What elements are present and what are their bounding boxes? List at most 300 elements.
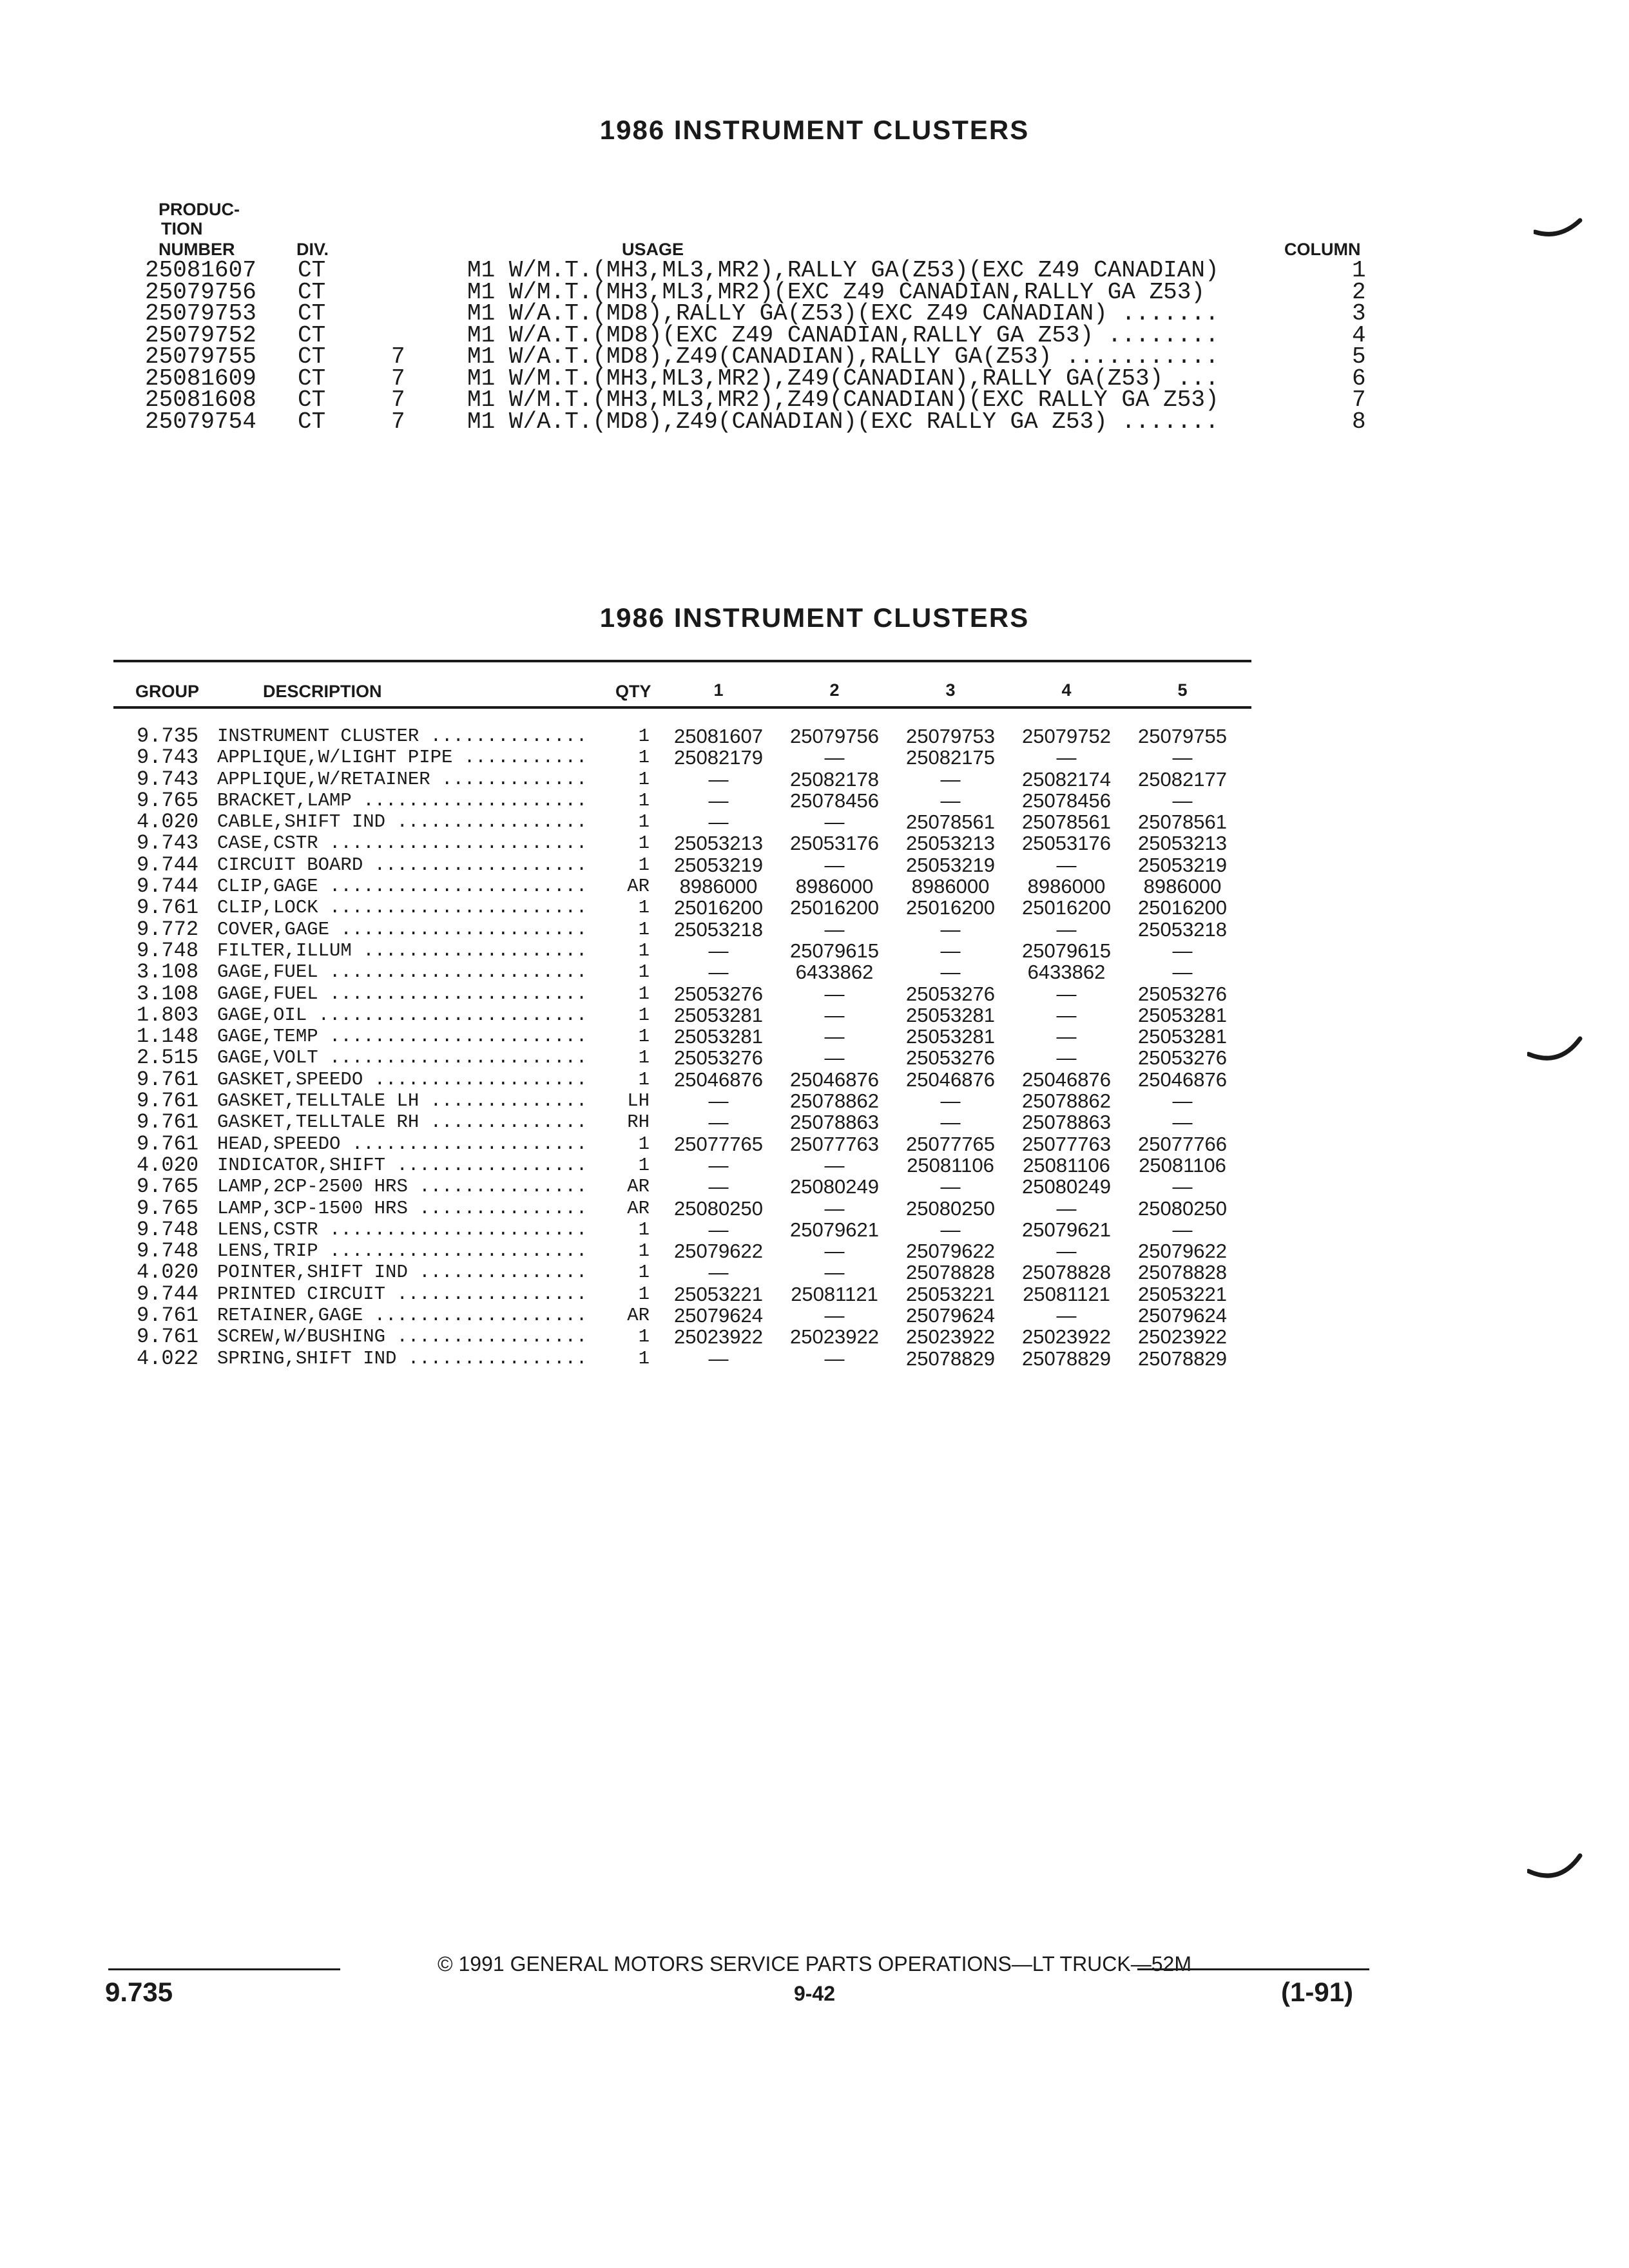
description: GAGE,VOLT ....................... [217, 1047, 588, 1069]
code: 7 [391, 365, 405, 392]
column-4-part: — [1056, 853, 1077, 876]
quantity: 1 [638, 1326, 650, 1348]
column-2-part: 25016200 [790, 896, 879, 919]
code: 7 [391, 387, 405, 413]
column-5-part: 25053213 [1138, 832, 1227, 855]
division: CT [298, 257, 326, 284]
quantity: 1 [638, 961, 650, 983]
column-1-part: 25053213 [674, 832, 763, 855]
column-3-part: 25080250 [906, 1196, 995, 1220]
usage-header: USAGE [622, 240, 684, 259]
quantity: AR [627, 876, 650, 898]
description: SPRING,SHIFT IND ................ [217, 1347, 588, 1369]
column-5-part: — [1172, 1218, 1193, 1241]
column-3-part: — [940, 1175, 961, 1198]
column-number: 7 [1352, 387, 1366, 413]
column-1-part: 25079622 [674, 1240, 763, 1263]
column-2-part: — [824, 1025, 845, 1048]
usage-row [0, 343, 1629, 370]
column-5-part: 25053276 [1138, 1046, 1227, 1070]
production-header-line2: TION [161, 219, 203, 238]
table-row [0, 940, 1629, 961]
column-3-part: 25078561 [906, 811, 995, 834]
group-number: 9.761 [137, 1325, 199, 1349]
usage-text: M1 W/A.T.(MD8),RALLY GA(Z53)(EXC Z49 CANADIAN) ....... [467, 300, 1219, 327]
quantity: RH [627, 1111, 650, 1133]
usage-text: M1 W/M.T.(MH3,ML3,MR2),Z49(CANADIAN)(EXC RALLY GA Z53) [467, 387, 1219, 413]
group-number: 9.743 [137, 767, 199, 791]
column-2-part: 25053176 [790, 832, 879, 855]
group-number: 9.744 [137, 852, 199, 877]
column-2-part: 25079621 [790, 1218, 879, 1241]
column-3-part: — [940, 961, 961, 984]
usage-row [0, 365, 1629, 392]
quantity: 1 [638, 1047, 650, 1069]
table-row [0, 1176, 1629, 1197]
column-5-part: 25078829 [1138, 1347, 1227, 1370]
col2-header: 2 [829, 680, 840, 700]
column-1-part: — [708, 961, 729, 984]
table-row [0, 1047, 1629, 1068]
column-2-part: — [824, 1261, 845, 1284]
column-3-part: — [940, 1090, 961, 1113]
date-code: (1-91) [1281, 1977, 1354, 2007]
part-number: 25081607 [145, 257, 256, 284]
usage-row [0, 300, 1629, 327]
column-5-part: 25080250 [1138, 1196, 1227, 1220]
column-header: COLUMN [1284, 240, 1361, 259]
div-header: DIV. [296, 240, 329, 259]
quantity: 1 [638, 939, 650, 961]
column-4-part: 25079621 [1022, 1218, 1111, 1241]
column-3-part: 25078829 [906, 1347, 995, 1370]
group-number: 9.761 [137, 1110, 199, 1135]
column-2-part: — [824, 1304, 845, 1327]
column-3-part: 25053276 [906, 982, 995, 1005]
column-5-part: — [1172, 939, 1193, 962]
quantity: AR [627, 1197, 650, 1219]
column-2-part: — [824, 1003, 845, 1026]
group-number: 9.772 [137, 917, 199, 941]
production-header-line1: PRODUC- [159, 200, 240, 219]
binder-hole-mark-top [1534, 206, 1585, 245]
table-row [0, 832, 1629, 854]
column-2-part: — [824, 1240, 845, 1263]
description: CASE,CSTR ....................... [217, 832, 588, 854]
column-4-part: — [1056, 1240, 1077, 1263]
column-4-part: 25053176 [1022, 832, 1111, 855]
quantity: AR [627, 1176, 650, 1198]
group-header: GROUP [135, 682, 200, 701]
group-number: 9.743 [137, 745, 199, 770]
column-1-part: 25053276 [674, 982, 763, 1005]
column-4-part: 25081121 [1023, 1282, 1110, 1305]
column-1-part: 25016200 [674, 896, 763, 919]
group-number: 3.108 [137, 981, 199, 1006]
usage-text: M1 W/A.T.(MD8),Z49(CANADIAN)(EXC RALLY GA Z53) ....... [467, 408, 1219, 435]
quantity: 1 [638, 832, 650, 854]
table-row [0, 1283, 1629, 1305]
table-top-rule [113, 660, 1251, 662]
column-4-part: 25079615 [1022, 939, 1111, 962]
group-number: 9.765 [137, 1196, 199, 1220]
column-5-part: 25016200 [1138, 896, 1227, 919]
quantity: 1 [638, 918, 650, 940]
table-row [0, 1348, 1629, 1369]
usage-text: M1 W/M.T.(MH3,ML3,MR2),Z49(CANADIAN),RALLY GA(Z53) ... [467, 365, 1219, 392]
column-4-part: 6433862 [1027, 961, 1106, 984]
table-row [0, 919, 1629, 940]
production-header-line3: NUMBER [159, 240, 235, 259]
group-number: 9.744 [137, 874, 199, 899]
quantity: 1 [638, 768, 650, 790]
column-4-part: — [1056, 746, 1077, 769]
column-5-part: 25053219 [1138, 853, 1227, 876]
column-4-part: — [1056, 982, 1077, 1005]
description: SCREW,W/BUSHING ................. [217, 1326, 588, 1348]
quantity: 1 [638, 1026, 650, 1048]
column-4-part: 25016200 [1022, 896, 1111, 919]
description-header: DESCRIPTION [263, 682, 382, 701]
table-row [0, 1155, 1629, 1176]
description: GASKET,TELLTALE RH .............. [217, 1111, 588, 1133]
column-1-part: 25046876 [674, 1068, 763, 1091]
column-2-part: 25023922 [790, 1325, 879, 1349]
description: INDICATOR,SHIFT ................. [217, 1154, 588, 1176]
column-2-part: — [824, 1153, 845, 1177]
division: CT [298, 300, 326, 327]
column-4-part: — [1056, 918, 1077, 941]
column-5-part: 25053221 [1138, 1282, 1227, 1305]
column-5-part: 25023922 [1138, 1325, 1227, 1349]
column-3-part: 25053219 [906, 853, 995, 876]
quantity: 1 [638, 726, 650, 747]
column-2-part: 25079615 [790, 939, 879, 962]
division: CT [298, 343, 326, 370]
column-1-part: — [708, 939, 729, 962]
column-number: 4 [1352, 322, 1366, 349]
usage-table [0, 257, 1629, 435]
group-number: 4.020 [137, 810, 199, 834]
table-row [0, 983, 1629, 1004]
column-5-part: 8986000 [1143, 875, 1222, 898]
part-number: 25079756 [145, 278, 256, 305]
column-3-part: — [940, 1218, 961, 1241]
column-4-part: 25078829 [1022, 1347, 1111, 1370]
quantity: 1 [638, 1347, 650, 1369]
description: PRINTED CIRCUIT ................. [217, 1283, 588, 1305]
quantity: 1 [638, 1004, 650, 1026]
column-3-part: 25016200 [906, 896, 995, 919]
description: LAMP,2CP-2500 HRS ............... [217, 1176, 588, 1198]
column-3-part: — [940, 789, 961, 812]
quantity: 1 [638, 983, 650, 1004]
group-number: 4.022 [137, 1346, 199, 1370]
column-1-part: 25023922 [674, 1325, 763, 1349]
usage-row [0, 278, 1629, 305]
table-row [0, 1111, 1629, 1133]
column-5-part: 25078828 [1138, 1261, 1227, 1284]
column-3-part: 25082175 [906, 746, 995, 769]
column-1-part: 25053276 [674, 1046, 763, 1070]
usage-row [0, 322, 1629, 349]
page-number: 9-42 [793, 1982, 836, 2005]
column-5-part: 25053276 [1138, 982, 1227, 1005]
group-number: 9.748 [137, 938, 199, 963]
group-number: 9.761 [137, 1089, 199, 1113]
quantity: 1 [638, 897, 650, 919]
column-number: 3 [1352, 300, 1366, 327]
group-number: 9.748 [137, 1239, 199, 1264]
description: GAGE,FUEL ....................... [217, 961, 588, 983]
copyright-line: © 1991 GENERAL MOTORS SERVICE PARTS OPERATIONS—LT TRUCK—52M [438, 1952, 1191, 1975]
column-1-part: 25082179 [674, 746, 763, 769]
division: CT [298, 365, 326, 392]
description: CLIP,GAGE ....................... [217, 876, 588, 898]
column-2-part: 25078456 [790, 789, 879, 812]
description: GAGE,FUEL ....................... [217, 983, 588, 1004]
column-4-part: 25077763 [1022, 1132, 1111, 1155]
binder-hole-mark-middle [1527, 1031, 1585, 1076]
quantity: 1 [638, 789, 650, 811]
quantity: LH [627, 1090, 650, 1112]
column-2-part: — [824, 811, 845, 834]
description: LAMP,3CP-1500 HRS ............... [217, 1197, 588, 1219]
quantity: 1 [638, 1283, 650, 1305]
column-1-part: 25053218 [674, 918, 763, 941]
column-4-part: 25080249 [1022, 1175, 1111, 1198]
column-2-part: 6433862 [795, 961, 874, 984]
column-2-part: 25082178 [790, 767, 879, 791]
division: CT [298, 408, 326, 435]
column-2-part: 25079756 [790, 725, 879, 747]
usage-text: M1 W/M.T.(MH3,ML3,MR2)(EXC Z49 CANADIAN,RALLY GA Z53) [467, 278, 1205, 305]
column-5-part: — [1172, 1090, 1193, 1113]
binder-hole-mark-bottom [1527, 1849, 1585, 1894]
column-5-part: 25082177 [1138, 767, 1227, 791]
description: GAGE,OIL ........................ [217, 1004, 588, 1026]
column-3-part: — [940, 1111, 961, 1134]
column-2-part: — [824, 982, 845, 1005]
col5-header: 5 [1177, 680, 1188, 700]
column-4-part: — [1056, 1046, 1077, 1070]
column-1-part: 25053219 [674, 853, 763, 876]
column-1-part: — [708, 789, 729, 812]
column-number: 6 [1352, 365, 1366, 392]
group-number: 2.515 [137, 1046, 199, 1070]
part-number: 25081608 [145, 387, 256, 413]
description: CIRCUIT BOARD ................... [217, 854, 588, 876]
column-2-part: — [824, 746, 845, 769]
column-2-part: — [824, 918, 845, 941]
column-number: 2 [1352, 278, 1366, 305]
description: CLIP,LOCK ....................... [217, 897, 588, 919]
usage-row [0, 408, 1629, 435]
table-row [0, 1240, 1629, 1262]
column-1-part: 25053281 [674, 1003, 763, 1026]
group-number: 4.020 [137, 1153, 199, 1177]
column-2-part: 8986000 [795, 875, 874, 898]
column-5-part: — [1172, 961, 1193, 984]
usage-text: M1 W/A.T.(MD8),Z49(CANADIAN),RALLY GA(Z53) ........... [467, 343, 1219, 370]
column-5-part: 25079755 [1138, 725, 1227, 747]
description: LENS,TRIP ....................... [217, 1240, 588, 1262]
column-3-part: 25079622 [906, 1240, 995, 1263]
group-number: 9.761 [137, 1067, 199, 1091]
column-4-part: 25078828 [1022, 1261, 1111, 1284]
division: CT [298, 278, 326, 305]
quantity: 1 [638, 1133, 650, 1155]
description: INSTRUMENT CLUSTER .............. [217, 726, 588, 747]
group-number: 9.765 [137, 788, 199, 812]
column-4-part: 25046876 [1022, 1068, 1111, 1091]
column-2-part: — [824, 1046, 845, 1070]
table-row [0, 1026, 1629, 1047]
col3-header: 3 [945, 680, 956, 700]
table-row [0, 811, 1629, 832]
group-number: 9.761 [137, 1131, 199, 1156]
column-3-part: — [940, 918, 961, 941]
column-2-part: 25078863 [790, 1111, 879, 1134]
table-row [0, 1305, 1629, 1326]
quantity: 1 [638, 1262, 650, 1283]
table-row [0, 790, 1629, 811]
column-5-part: 25079622 [1138, 1240, 1227, 1263]
group-number: 9.765 [137, 1175, 199, 1199]
group-number: 3.108 [137, 960, 199, 985]
table-row [0, 897, 1629, 918]
group-number: 9.761 [137, 896, 199, 920]
column-1-part: 25053221 [674, 1282, 763, 1305]
quantity: 1 [638, 1068, 650, 1090]
group-number: 4.020 [137, 1260, 199, 1285]
group-number: 9.743 [137, 831, 199, 856]
column-number: 8 [1352, 408, 1366, 435]
column-3-part: 25079624 [906, 1304, 995, 1327]
qty-header: QTY [615, 682, 651, 701]
column-3-part: 25053221 [906, 1282, 995, 1305]
description: RETAINER,GAGE ................... [217, 1305, 588, 1327]
group-number: 1.803 [137, 1003, 199, 1027]
description: APPLIQUE,W/RETAINER ............. [217, 768, 588, 790]
table-row [0, 1133, 1629, 1155]
column-2-part: 25046876 [790, 1068, 879, 1091]
description: CABLE,SHIFT IND ................. [217, 811, 588, 833]
code: 7 [391, 343, 405, 370]
column-1-part: — [708, 1111, 729, 1134]
table-row [0, 854, 1629, 876]
column-3-part: 25053213 [906, 832, 995, 855]
table-row [0, 747, 1629, 768]
description: GASKET,TELLTALE LH .............. [217, 1090, 588, 1112]
column-2-part: 25078862 [790, 1090, 879, 1113]
column-1-part: — [708, 1218, 729, 1241]
column-number: 1 [1352, 257, 1366, 284]
column-2-part: — [824, 1196, 845, 1220]
table-row [0, 1069, 1629, 1090]
column-4-part: 25081106 [1023, 1153, 1110, 1177]
column-4-part: — [1056, 1003, 1077, 1026]
column-1-part: — [708, 1090, 729, 1113]
column-3-part: — [940, 767, 961, 791]
table-row [0, 1326, 1629, 1347]
column-3-part: 25053276 [906, 1046, 995, 1070]
column-3-part: 25081106 [907, 1153, 994, 1177]
part-number: 25079752 [145, 322, 256, 349]
column-2-part: — [824, 853, 845, 876]
part-number: 25079754 [145, 408, 256, 435]
column-1-part: 25080250 [674, 1196, 763, 1220]
column-1-part: 25081607 [674, 725, 763, 747]
column-4-part: — [1056, 1304, 1077, 1327]
group-number: 9.761 [137, 1303, 199, 1328]
col1-header: 1 [713, 680, 724, 700]
column-4-part: 8986000 [1027, 875, 1106, 898]
description: HEAD,SPEEDO ..................... [217, 1133, 588, 1155]
col4-header: 4 [1061, 680, 1072, 700]
column-5-part: 25077766 [1138, 1132, 1227, 1155]
column-4-part: 25078863 [1022, 1111, 1111, 1134]
column-1-part: — [708, 1347, 729, 1370]
description: POINTER,SHIFT IND ............... [217, 1262, 588, 1283]
table-row [0, 1090, 1629, 1111]
column-1-part: 25077765 [674, 1132, 763, 1155]
group-number: 9.735 [137, 724, 199, 748]
description: GASKET,SPEEDO ................... [217, 1068, 588, 1090]
column-4-part: — [1056, 1025, 1077, 1048]
division: CT [298, 387, 326, 413]
column-4-part: 25079752 [1022, 725, 1111, 747]
quantity: 1 [638, 747, 650, 769]
quantity: 1 [638, 1154, 650, 1176]
group-number: 1.148 [137, 1024, 199, 1049]
column-4-part: 25078561 [1022, 811, 1111, 834]
part-number: 25079753 [145, 300, 256, 327]
table-row [0, 1219, 1629, 1240]
column-3-part: — [940, 939, 961, 962]
column-4-part: 25078456 [1022, 789, 1111, 812]
column-5-part: — [1172, 1111, 1193, 1134]
column-5-part: — [1172, 789, 1193, 812]
table-header-rule [113, 706, 1251, 709]
column-1-part: 25079624 [674, 1304, 763, 1327]
description: COVER,GAGE ...................... [217, 918, 588, 940]
column-3-part: 25046876 [906, 1068, 995, 1091]
page-title: 1986 INSTRUMENT CLUSTERS [599, 115, 1030, 145]
code: 7 [391, 408, 405, 435]
table-row [0, 961, 1629, 983]
usage-row [0, 257, 1629, 284]
column-3-part: 25079753 [906, 725, 995, 747]
column-5-part: — [1172, 746, 1193, 769]
column-3-part: 25077765 [906, 1132, 995, 1155]
table-row [0, 1198, 1629, 1219]
column-5-part: 25053281 [1138, 1003, 1227, 1026]
column-3-part: 25023922 [906, 1325, 995, 1349]
column-4-part: 25078862 [1022, 1090, 1111, 1113]
description: BRACKET,LAMP .................... [217, 789, 588, 811]
part-number: 25079755 [145, 343, 256, 370]
column-1-part: — [708, 811, 729, 834]
quantity: 1 [638, 1240, 650, 1262]
description: FILTER,ILLUM .................... [217, 939, 588, 961]
group-number: 9.744 [137, 1282, 199, 1306]
column-3-part: 25053281 [906, 1025, 995, 1048]
group-number: 9.748 [137, 1217, 199, 1242]
footer-group-number: 9.735 [105, 1977, 173, 2007]
table-row [0, 1262, 1629, 1283]
column-2-part: 25080249 [790, 1175, 879, 1198]
